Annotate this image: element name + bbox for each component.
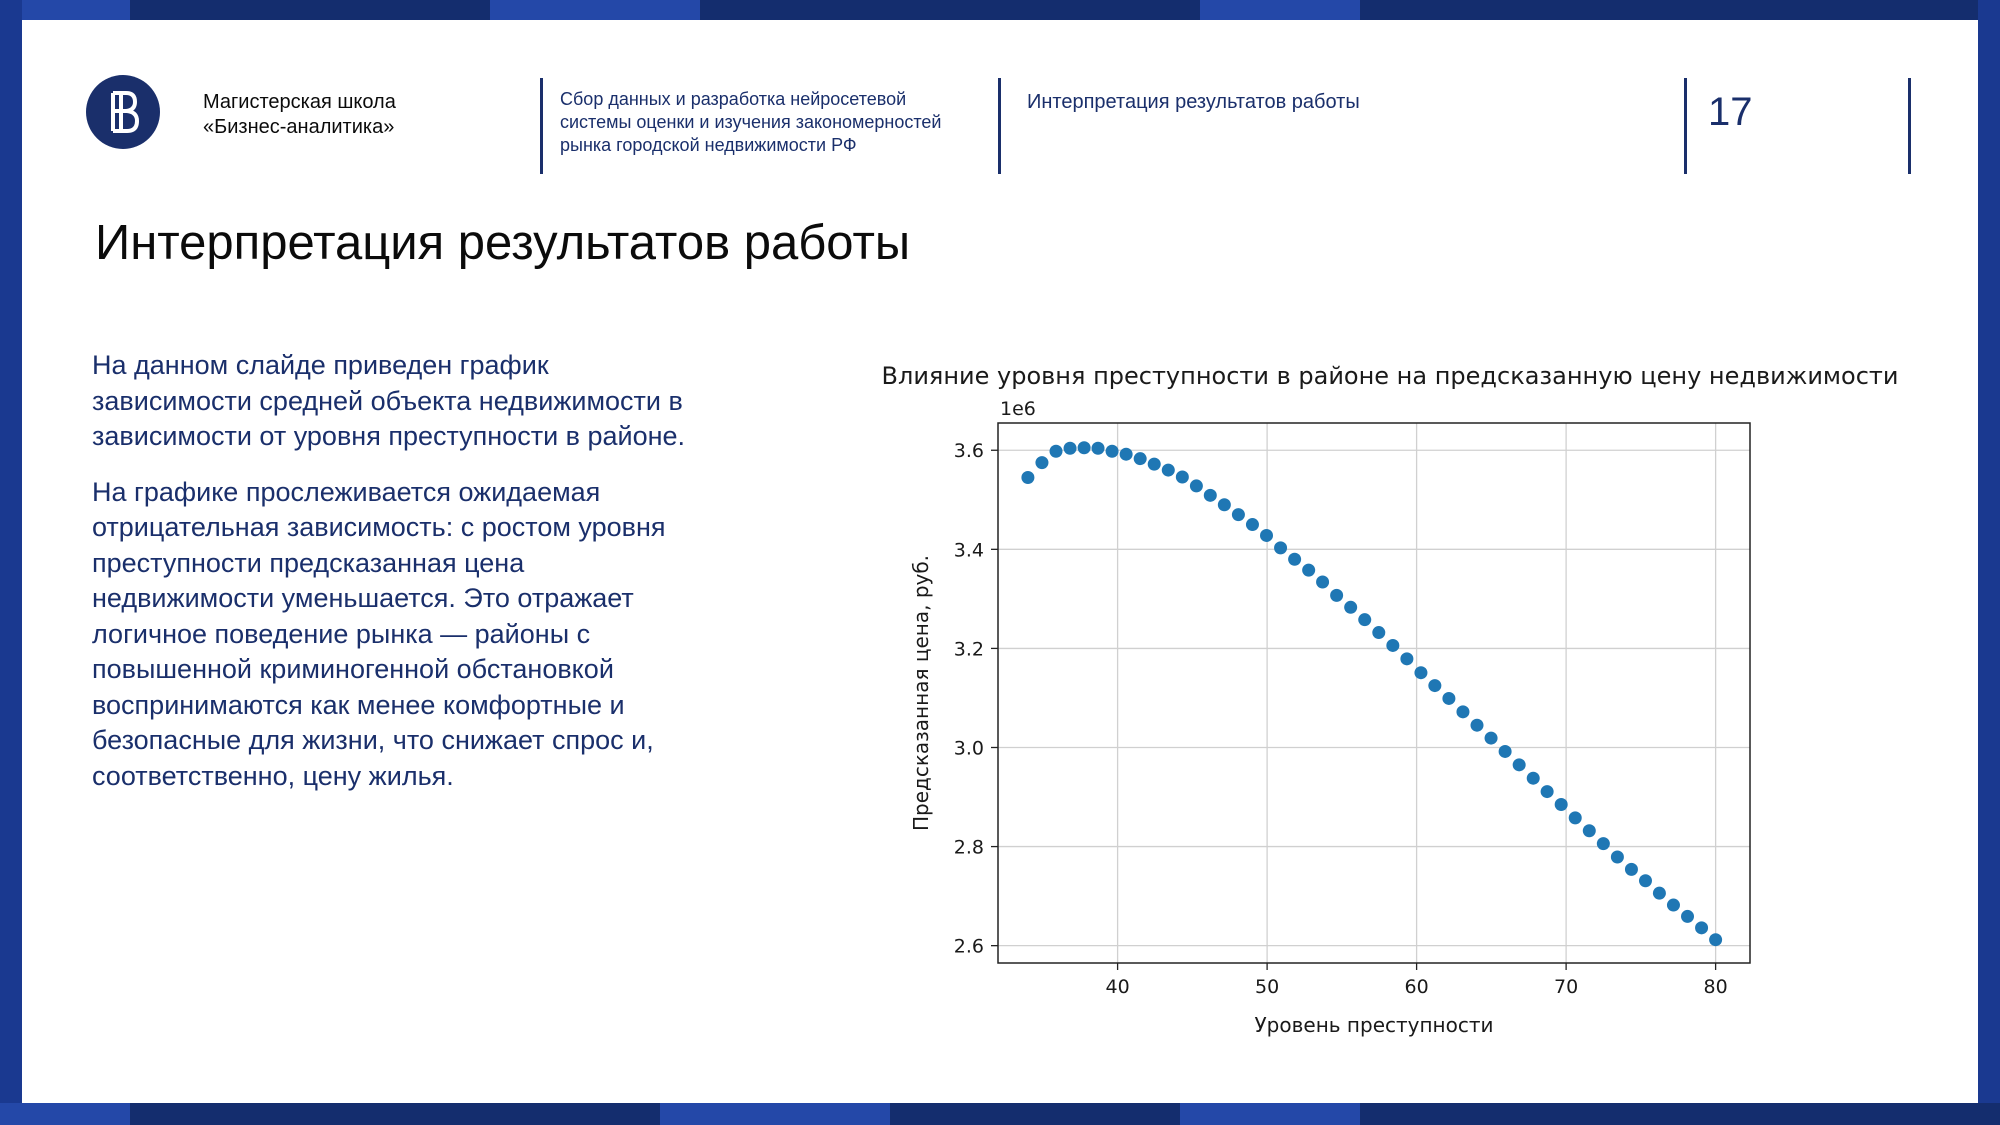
chart-grid (998, 423, 1750, 963)
data-point (1021, 471, 1034, 484)
data-point (1485, 732, 1498, 745)
x-axis-label: Уровень преступности (1254, 1013, 1494, 1037)
data-point (1204, 489, 1217, 502)
data-point (1162, 464, 1175, 477)
y-tick-label: 2.8 (953, 836, 984, 859)
frame-segment (0, 1103, 130, 1125)
data-point (1050, 445, 1063, 458)
data-point (1218, 498, 1231, 511)
data-point (1092, 442, 1105, 455)
data-point (1541, 785, 1554, 798)
data-point (1330, 589, 1343, 602)
data-point (1513, 758, 1526, 771)
data-point (1653, 887, 1666, 900)
chart-points (1021, 441, 1722, 946)
data-point (1428, 679, 1441, 692)
plot-frame (998, 423, 1750, 963)
data-point (1232, 508, 1245, 521)
frame-bottom-stripe (0, 1103, 2000, 1125)
data-point (1064, 442, 1077, 455)
frame-segment (490, 0, 700, 22)
header-divider (998, 78, 1001, 174)
data-point (1555, 798, 1568, 811)
data-point (1695, 921, 1708, 934)
x-tick-label: 80 (1703, 976, 1728, 998)
data-point (1148, 458, 1161, 471)
body-paragraph-2: На графике прослеживается ожидаемая отрицательная зависимость: с ростом уровня преступности предсказанная цена недвижимости уменьшается. Это отражает логичное поведение рынка — районы с повышенной криминогенной обстановкой воспринимаются как менее комфортные и безопасные для жизни, что снижает спрос и, соответственно, цену жилья. (92, 476, 666, 791)
data-point (1569, 811, 1582, 824)
data-point (1120, 448, 1133, 461)
data-point (1035, 456, 1048, 469)
y-tick-label: 3.2 (953, 638, 984, 661)
body-text (92, 348, 712, 794)
data-point (1386, 639, 1399, 652)
project-title (560, 88, 1000, 157)
data-point (1358, 613, 1371, 626)
data-point (1344, 601, 1357, 614)
data-point (1667, 899, 1680, 912)
data-point (1414, 666, 1427, 679)
data-point (1639, 874, 1652, 887)
page-number: 17 (1708, 90, 1753, 134)
data-point (1400, 652, 1413, 665)
header-divider (540, 78, 543, 174)
data-point (1176, 471, 1189, 484)
chart-ticks (954, 440, 1728, 998)
data-point (1583, 824, 1596, 837)
data-point (1288, 553, 1301, 566)
data-point (1709, 933, 1722, 946)
data-point (1499, 745, 1512, 758)
data-point (1681, 910, 1694, 923)
frame-segment (1200, 0, 1360, 22)
crime-price-chart (830, 340, 1950, 1070)
data-point (1246, 518, 1259, 531)
data-point (1372, 626, 1385, 639)
section-name: Интерпретация результатов работы (1027, 91, 1360, 113)
school-line-2: «Бизнес-аналитика» (203, 116, 395, 138)
y-tick-label: 3.0 (953, 737, 984, 760)
frame-right-stripe (1978, 0, 2000, 1125)
x-tick-label: 40 (1105, 976, 1130, 998)
data-point (1302, 564, 1315, 577)
slide (22, 20, 1978, 1103)
frame-left-stripe (0, 0, 22, 1125)
x-tick-label: 70 (1554, 976, 1579, 998)
project-line-1: Сбор данных и разработка нейросетевой (560, 89, 907, 109)
project-line-3: рынка городской недвижимости РФ (560, 135, 857, 155)
frame-top-stripe (0, 0, 2000, 22)
school-line-1: Магистерская школа (203, 91, 396, 113)
data-point (1597, 837, 1610, 850)
data-point (1611, 850, 1624, 863)
data-point (1442, 692, 1455, 705)
data-point (1471, 719, 1484, 732)
data-point (1190, 479, 1203, 492)
data-point (1316, 576, 1329, 589)
data-point (1078, 441, 1091, 454)
page-title: Интерпретация результатов работы (95, 216, 911, 270)
school-name (203, 90, 503, 140)
data-point (1456, 705, 1469, 718)
x-tick-label: 50 (1255, 976, 1280, 998)
header-divider (1908, 78, 1911, 174)
y-tick-label: 3.6 (953, 440, 984, 463)
project-line-2: системы оценки и изучения закономерностей (560, 112, 942, 132)
header-divider (1684, 78, 1687, 174)
data-point (1625, 863, 1638, 876)
chart-title: Влияние уровня преступности в районе на предсказанную цену недвижимости (881, 362, 1899, 390)
x-tick-label: 60 (1404, 976, 1429, 998)
frame-segment (1180, 1103, 1360, 1125)
data-point (1527, 772, 1540, 785)
y-tick-label: 3.4 (953, 539, 984, 562)
y-offset-label: 1e6 (1000, 398, 1036, 420)
data-point (1134, 452, 1147, 465)
y-axis-label: Предсказанная цена, руб. (909, 554, 933, 832)
data-point (1274, 541, 1287, 554)
data-point (1260, 529, 1273, 542)
y-tick-label: 2.6 (953, 935, 984, 958)
hse-logo-icon (86, 75, 160, 149)
frame-segment (660, 1103, 890, 1125)
data-point (1106, 445, 1119, 458)
body-paragraph-1: На данном слайде приведен график зависимости средней объекта недвижимости в зависимости от уровня преступности в районе. (92, 350, 686, 451)
